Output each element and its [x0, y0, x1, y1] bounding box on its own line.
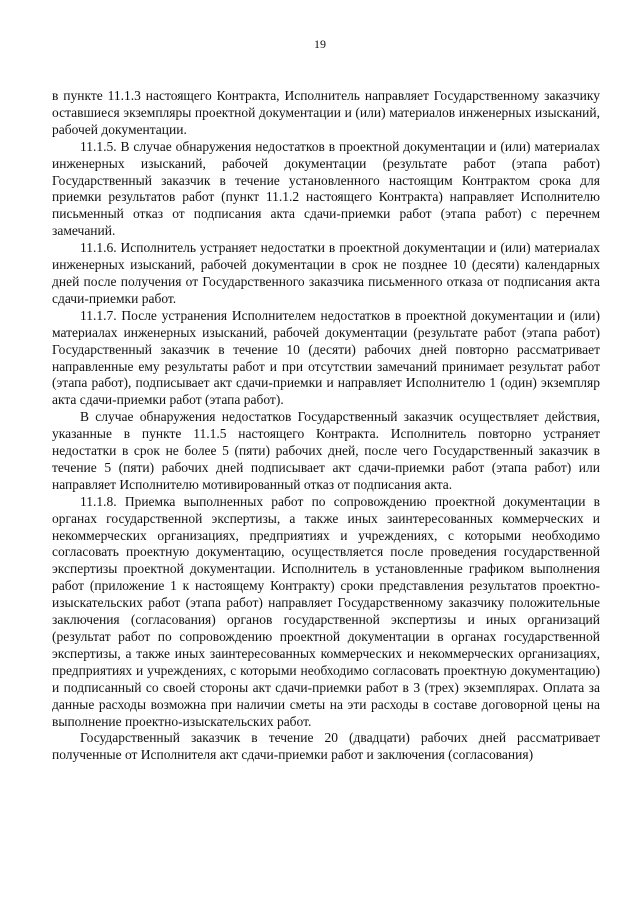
page-number: 19: [314, 37, 326, 51]
paragraph-11-1-6: 11.1.6. Исполнитель устраняет недостатки в проектной документации и (или) материалах инженерных изысканий, рабочей документации в срок не позднее 10 (десяти) календарных дней после получения от Государственного заказчика письменного отказа от подписания акта сдачи-приемки работ.: [52, 240, 600, 306]
paragraph-continuation: в пункте 11.1.3 настоящего Контракта, Исполнитель направляет Государственному заказчику оставшиеся экземпляры проектной документации и (или) материалов инженерных изысканий, рабочей документации.: [52, 88, 600, 137]
page-content: [52, 88, 600, 764]
paragraph-review-period: Государственный заказчик в течение 20 (двадцати) рабочих дней рассматривает полученные от Исполнителя акт сдачи-приемки работ и заключения (согласования): [52, 730, 600, 763]
paragraph-defects-repeat: В случае обнаружения недостатков Государственный заказчик осуществляет действия, указанные в пункте 11.1.5 настоящего Контракта. Исполнитель повторно устраняет недостатки в срок не более 5 (пяти) рабочих дней, после чего Государственный заказчик в течение 5 (пяти) рабочих дней подписывает акт сдачи-приемки работ (этапа работ) или направляет Исполнителю мотивированный отказ от подписания акта.: [52, 409, 600, 492]
paragraph-11-1-7: 11.1.7. После устранения Исполнителем недостатков в проектной документации и (или) материалах инженерных изысканий, рабочей документации (результате работ (этапа работ) Государственный заказчик в течение 10 (десяти) рабочих дней повторно рассматривает направленные ему результаты работ и при отсутствии замечаний принимает результат работ (этапа работ), подписывает акт сдачи-приемки и направляет Исполнителю 1 (один) экземпляр акта сдачи-приемки работ (этапа работ).: [52, 307, 600, 408]
paragraph-11-1-8: 11.1.8. Приемка выполненных работ по сопровождению проектной документации в органах государственной экспертизы, а также иных заинтересованных коммерческих и некоммерческих организациях, предприятиях и учреждениях, с которыми необходимо согласовать проектную документацию, осуществляется после проведения государственной экспертизы проектной документации. Исполнитель в установленные графиком выполнения работ (приложение 1 к настоящему Контракту) сроки представления результатов проектно-изыскательских работ (этапа работ) направляет Государственному заказчику положительные заключения (согласования) органов государственной экспертизы и иных организаций (результат работ по сопровождению проектной документации в органах государственной экспертизы, а также иных заинтересованных коммерческих и некоммерческих организациях, предприятиях и учреждениях, с которыми необходимо согласовать проектную документацию) и подписанный со своей стороны акт сдачи-приемки работ в 3 (трех) экземплярах. Оплата за данные расходы возможна при наличии сметы на эти расходы в составе договорной цены на выполнение проектно-изыскательских работ.: [52, 493, 600, 729]
paragraph-11-1-5: 11.1.5. В случае обнаружения недостатков в проектной документации и (или) материалах инженерных изысканий, рабочей документации (результате работ (этапа работ) Государственный заказчик в течение установленного настоящим Контрактом срока для приемки результатов работ (пункт 11.1.2 настоящего Контракта) направляет Исполнителю письменный отказ от подписания акта сдачи-приемки работ (этапа работ) с перечнем замечаний.: [52, 138, 600, 239]
